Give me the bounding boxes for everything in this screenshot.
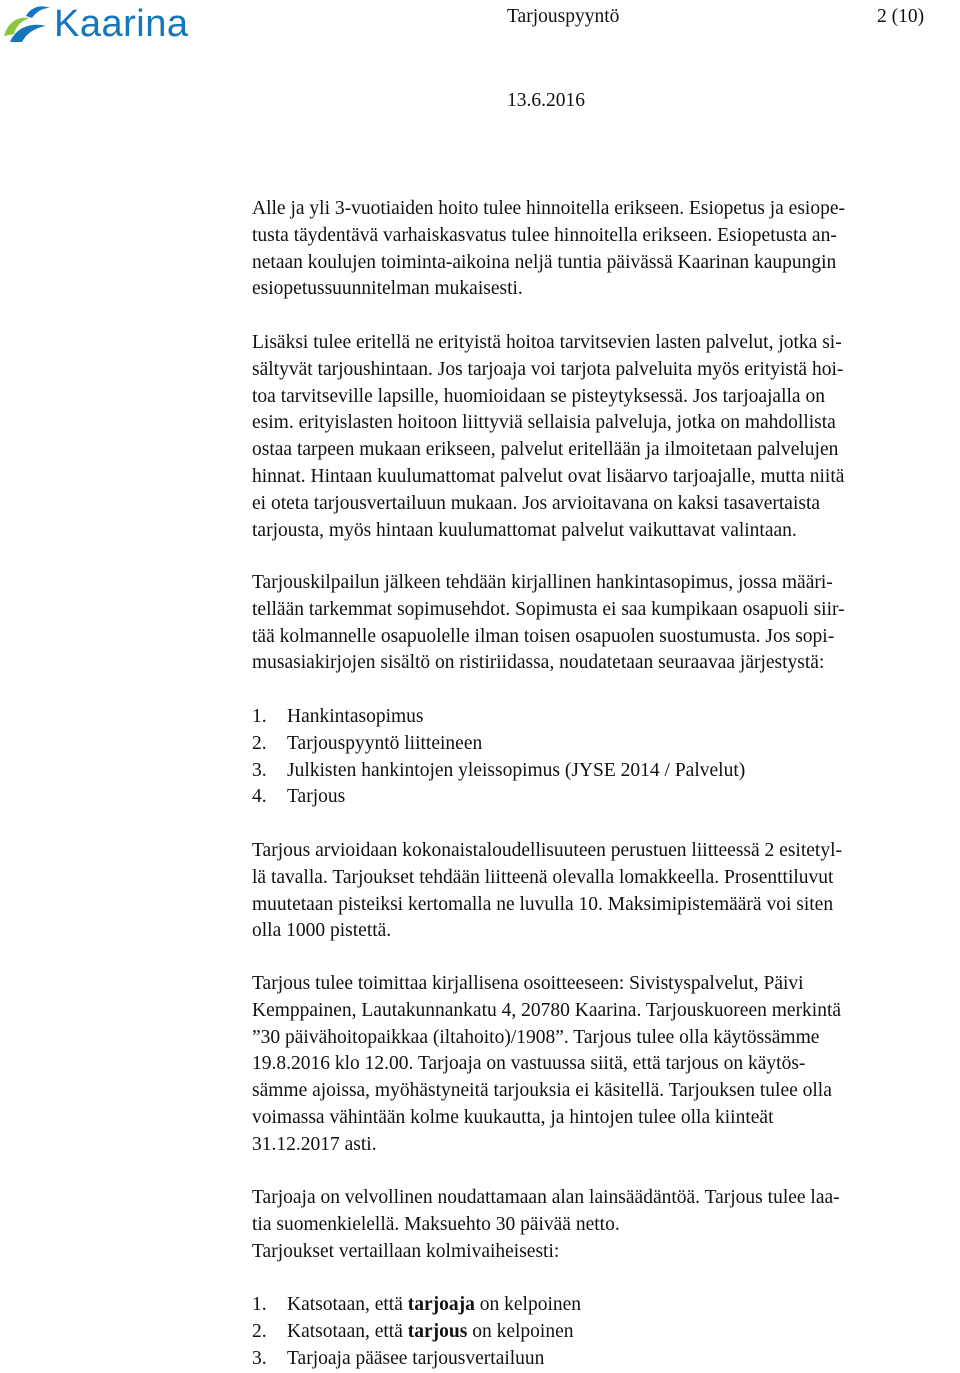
page-number: 2 (10) xyxy=(877,6,925,27)
paragraph-pricing xyxy=(252,196,960,303)
list-item-text xyxy=(287,1292,581,1319)
text-line: sämme ajoissa, myöhästyneitä tarjouksia ei käsitellä. Tarjouksen tulee olla xyxy=(252,1080,832,1102)
text-line: 19.8.2016 klo 12.00. Tarjoaja on vastuussa siitä, että tarjous on käytös- xyxy=(252,1053,806,1075)
text-line: Tarjoukset vertaillaan kolmivaiheisesti: xyxy=(252,1240,560,1262)
text-line: tellään tarkemmat sopimusehdot. Sopimusta ei saa kumpikaan osapuoli siir- xyxy=(252,598,845,620)
paragraph-special-care xyxy=(252,330,960,544)
list-item-text-post: on kelpoinen xyxy=(467,1320,574,1342)
list-item xyxy=(252,784,960,811)
list-item-text-post: on kelpoinen xyxy=(474,1294,582,1315)
paragraph-contract xyxy=(252,570,960,677)
list-item xyxy=(252,1292,960,1319)
document-order-list xyxy=(252,704,960,811)
text-line: ”30 päivähoitopaikkaa (iltahoito)/1908”. Tarjous tulee olla käytössämme xyxy=(252,1026,820,1048)
list-item-text xyxy=(287,1346,544,1373)
list-item xyxy=(252,704,960,731)
text-line: tusta täydentävä varhaiskasvatus tulee hinnoitella erikseen. Esiopetusta an- xyxy=(252,224,837,246)
list-item-text xyxy=(287,1319,573,1346)
list-item-text-pre: Tarjoaja pääsee tarjousvertailuun xyxy=(287,1347,545,1369)
text-line: tää kolmannelle osapuolelle ilman toisen osapuolen suostumusta. Jos sopi- xyxy=(252,625,835,647)
list-item-number: 4. xyxy=(252,786,267,808)
list-item-text-bold: tarjous xyxy=(407,1320,468,1342)
text-line: ostaa tarpeen mukaan erikseen, palvelut eritellään ja ilmoitetaan palvelujen xyxy=(252,439,839,461)
text-line: olla 1000 pistettä. xyxy=(252,920,392,942)
list-item-number: 2. xyxy=(252,732,267,754)
text-line: Lisäksi tulee eritellä ne erityistä hoitoa tarvitsevien lasten palvelut, jotka si- xyxy=(252,332,842,353)
text-line: esim. erityislasten hoitoon liittyviä sellaisia palveluja, jotka on mahdollista xyxy=(252,412,836,434)
text-line: musasiakirjojen sisältö on ristiriidassa, noudatetaan seuraavaa järjestystä: xyxy=(252,652,825,674)
list-item-number: 1. xyxy=(252,706,267,727)
text-line: voimassa vähintään kolme kuukautta, ja hintojen tulee olla kiinteät xyxy=(252,1106,774,1128)
text-line: ei oteta tarjousvertailuun mukaan. Jos arvioitavana on kaksi tasavertaista xyxy=(252,492,821,514)
document-title: Tarjouspyyntö xyxy=(507,6,620,27)
paragraph-legislation xyxy=(252,1185,960,1265)
text-line: Tarjous tulee toimittaa kirjallisena osoitteeseen: Sivistyspalvelut, Päivi xyxy=(252,973,804,994)
text-line: hinnat. Hintaan kuulumattomat palvelut ovat lisäarvo tarjoajalle, mutta niitä xyxy=(252,465,845,487)
paragraph-submission xyxy=(252,971,960,1159)
text-line: tarjousta, myös hintaan kuulumattomat palvelut vaikuttavat valintaan. xyxy=(252,519,797,541)
text-line: lä tavalla. Tarjoukset tehdään liitteenä olevalla lomakkeella. Prosenttiluvut xyxy=(252,866,834,888)
comparison-phase-list xyxy=(252,1292,960,1372)
text-line: 31.12.2017 asti. xyxy=(252,1133,377,1155)
kaarina-wave-icon xyxy=(0,2,52,46)
list-item xyxy=(252,1346,960,1373)
text-line: Tarjouskilpailun jälkeen tehdään kirjallinen hankintasopimus, jossa määri- xyxy=(252,572,833,593)
text-line: Tarjoaja on velvollinen noudattamaan alan lainsäädäntöä. Tarjous tulee laa- xyxy=(252,1187,840,1208)
list-item-text-pre: Katsotaan, että xyxy=(287,1320,408,1342)
list-item-text-pre: Katsotaan, että xyxy=(287,1294,408,1315)
logo-text: Kaarina xyxy=(54,3,189,45)
text-line: esiopetussuunnitelman mukaisesti. xyxy=(252,278,523,300)
text-line: toa tarvitseville lapsille, huomioidaan se pisteytyksessä. Jos tarjoajalla on xyxy=(252,385,825,407)
document-date: 13.6.2016 xyxy=(507,90,585,111)
list-item-number: 3. xyxy=(252,1347,267,1369)
text-line: muutetaan pisteiksi kertomalla ne luvulla 10. Maksimipistemäärä voi siten xyxy=(252,893,834,915)
text-line: Kemppainen, Lautakunnankatu 4, 20780 Kaarina. Tarjouskuoreen merkintä xyxy=(252,999,842,1021)
text-line: Tarjous arvioidaan kokonaistaloudellisuuteen perustuen liitteessä 2 esitetyl- xyxy=(252,840,842,861)
list-item-number: 1. xyxy=(252,1294,267,1315)
list-item-number: 3. xyxy=(252,759,267,781)
list-item-text: Tarjouspyyntö liitteineen xyxy=(287,732,483,754)
text-line: netaan koulujen toiminta-aikoina neljä tuntia päivässä Kaarinan kaupungin xyxy=(252,251,837,273)
list-item-text: Julkisten hankintojen yleissopimus (JYSE 2014 / Palvelut) xyxy=(287,759,746,781)
text-line: sältyvät tarjoushintaan. Jos tarjoaja voi tarjota palveluita myös erityistä hoi- xyxy=(252,358,844,380)
text-line: tia suomenkielellä. Maksuehto 30 päivää netto. xyxy=(252,1213,620,1235)
paragraph-evaluation xyxy=(252,838,960,945)
list-item-number: 2. xyxy=(252,1320,267,1342)
list-item xyxy=(252,758,960,785)
list-item-text-bold: tarjoaja xyxy=(407,1294,475,1315)
list-item-text: Hankintasopimus xyxy=(287,706,424,727)
list-item xyxy=(252,1319,960,1346)
list-item-text: Tarjous xyxy=(287,786,346,808)
text-line: Alle ja yli 3-vuotiaiden hoito tulee hinnoitella erikseen. Esiopetus ja esiope- xyxy=(252,198,845,219)
list-item xyxy=(252,731,960,758)
kaarina-logo xyxy=(0,0,188,48)
